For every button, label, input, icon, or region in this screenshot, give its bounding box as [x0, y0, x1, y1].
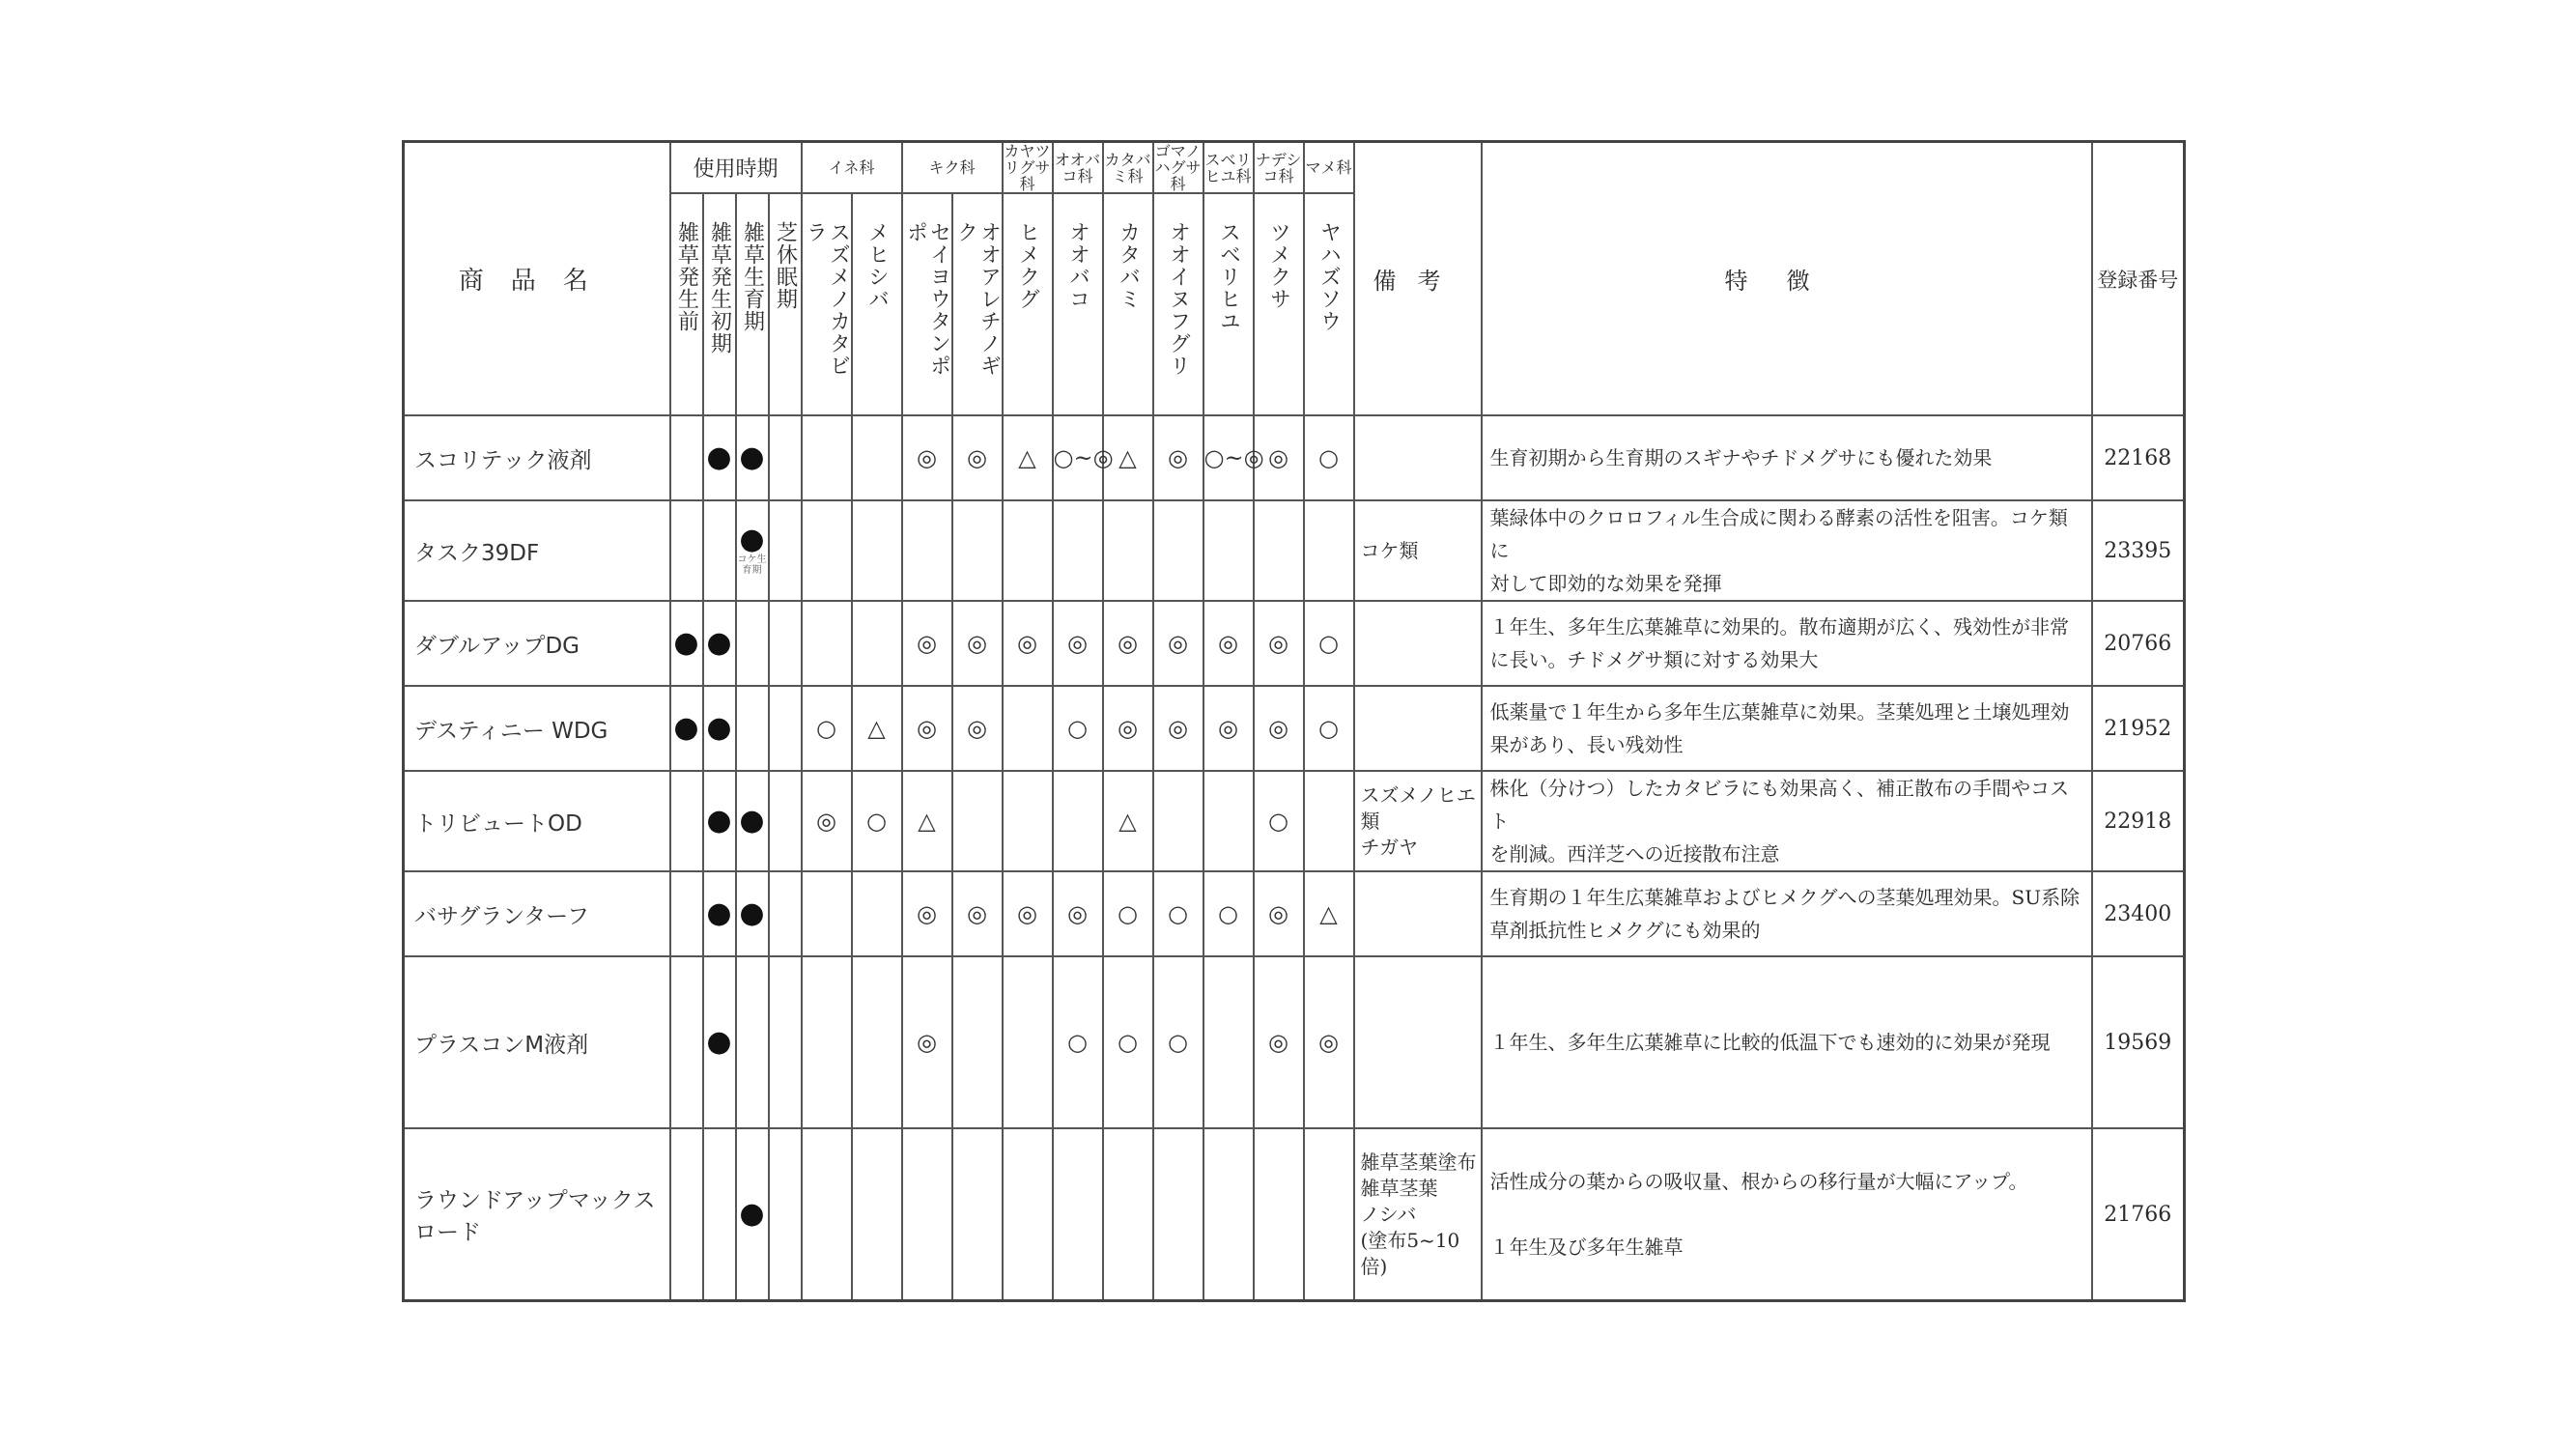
efficacy-cell	[952, 415, 1003, 500]
efficacy-cell	[1203, 871, 1254, 956]
header-weed-label: スズメノカタビラ	[803, 221, 851, 377]
period-cell	[736, 686, 769, 771]
header-weed	[1003, 193, 1053, 415]
header-weed-label: スベリヒユ	[1216, 221, 1241, 332]
efficacy-cell	[852, 771, 902, 871]
efficacy-mark: ◎	[816, 808, 836, 835]
remarks-cell	[1354, 956, 1482, 1128]
period-cell	[769, 771, 802, 871]
period-cell	[703, 1128, 736, 1301]
header-family: キク科	[902, 142, 1003, 194]
efficacy-mark: ○~◎	[1053, 444, 1114, 471]
features-cell: 低薬量で１年生から多年生広葉雑草に効果。茎葉処理と土壌処理効 果があり、長い残効性	[1482, 686, 2092, 771]
efficacy-cell	[1153, 500, 1203, 601]
reg-no-cell: 23400	[2092, 871, 2185, 956]
efficacy-cell	[802, 871, 852, 956]
efficacy-cell	[852, 500, 902, 601]
header-product-name: 商品名	[404, 142, 670, 416]
efficacy-mark: ◎	[1268, 900, 1288, 927]
header-period-label: 雑草発生初期	[707, 221, 732, 355]
efficacy-cell	[1053, 871, 1103, 956]
efficacy-cell	[1153, 871, 1203, 956]
table-row	[404, 601, 2185, 686]
efficacy-mark: ○	[1118, 1029, 1138, 1056]
period-cell	[670, 956, 703, 1128]
efficacy-mark: ◎	[1118, 630, 1138, 657]
product-name: タスク39DF	[404, 500, 670, 601]
efficacy-mark: ◎	[1017, 900, 1037, 927]
efficacy-cell	[1103, 771, 1153, 871]
efficacy-cell	[1254, 1128, 1304, 1301]
features-cell: 葉緑体中のクロロフィル生合成に関わる酵素の活性を阻害。コケ類に 対して即効的な効果を発揮	[1482, 500, 2092, 601]
efficacy-mark: ◎	[1118, 715, 1138, 742]
efficacy-cell	[1304, 686, 1354, 771]
period-cell	[736, 1128, 769, 1301]
efficacy-mark: ◎	[1067, 630, 1088, 657]
efficacy-cell	[1153, 686, 1203, 771]
efficacy-cell	[952, 871, 1003, 956]
header-weed	[902, 193, 952, 415]
efficacy-cell	[902, 771, 952, 871]
efficacy-cell	[902, 686, 952, 771]
remarks-cell	[1354, 871, 1482, 956]
efficacy-cell	[1254, 956, 1304, 1128]
period-cell	[670, 500, 703, 601]
efficacy-cell	[1304, 1128, 1354, 1301]
period-cell	[769, 500, 802, 601]
header-family: スベリヒユ科	[1203, 142, 1254, 194]
period-cell	[769, 415, 802, 500]
efficacy-cell	[802, 415, 852, 500]
efficacy-mark: ○	[1318, 715, 1339, 742]
efficacy-cell	[852, 686, 902, 771]
efficacy-cell	[1254, 500, 1304, 601]
efficacy-cell	[952, 956, 1003, 1128]
efficacy-cell	[902, 1128, 952, 1301]
header-period-label: 芝休眠期	[773, 221, 798, 310]
efficacy-cell	[1254, 686, 1304, 771]
efficacy-cell	[1003, 601, 1053, 686]
header-weed-label: オオアレチノギク	[953, 221, 1002, 377]
header-family: ゴマノハグサ科	[1154, 142, 1202, 193]
reg-no-cell: 19569	[2092, 956, 2185, 1128]
efficacy-mark: ◎	[1168, 630, 1188, 657]
reg-no-cell: 22918	[2092, 771, 2185, 871]
period-cell	[736, 500, 769, 601]
period-mark: ●	[706, 804, 732, 838]
efficacy-mark: △	[867, 715, 886, 742]
efficacy-cell	[1003, 686, 1053, 771]
product-name: バサグランターフ	[404, 871, 670, 956]
period-cell	[736, 771, 769, 871]
period-cell	[670, 1128, 703, 1301]
efficacy-mark: △	[1118, 444, 1137, 471]
reg-no-cell: 23395	[2092, 500, 2185, 601]
header-weed-label: ヒメクグ	[1015, 221, 1040, 310]
efficacy-mark: ◎	[917, 630, 937, 657]
header-weed-label: オオバコ	[1065, 221, 1090, 310]
period-cell	[670, 601, 703, 686]
efficacy-cell	[1254, 871, 1304, 956]
header-period-label: 雑草発生前	[674, 221, 699, 332]
header-period-label: 雑草生育期	[740, 221, 765, 332]
efficacy-mark: △	[918, 808, 936, 835]
product-name: プラスコンM液剤	[404, 956, 670, 1128]
efficacy-cell	[852, 956, 902, 1128]
period-mark: ●	[739, 523, 765, 556]
period-cell	[736, 871, 769, 956]
product-name: トリビュートOD	[404, 771, 670, 871]
features-cell: 活性成分の葉からの吸収量、根からの移行量が大幅にアップ。 １年生及び多年生雑草	[1482, 1128, 2092, 1301]
header-period	[703, 193, 736, 415]
efficacy-mark: ◎	[967, 630, 987, 657]
period-mark: ●	[706, 440, 732, 474]
features-cell: １年生、多年生広葉雑草に効果的。散布適期が広く、残効性が非常 に長い。チドメグサ類に対する効果大	[1482, 601, 2092, 686]
efficacy-cell	[1053, 1128, 1103, 1301]
efficacy-cell	[802, 601, 852, 686]
efficacy-cell	[1304, 500, 1354, 601]
efficacy-cell	[1103, 1128, 1153, 1301]
table-row	[404, 771, 2185, 871]
efficacy-cell	[1203, 956, 1254, 1128]
remarks-cell: コケ類	[1354, 500, 1482, 601]
period-cell	[736, 956, 769, 1128]
features-cell: 株化（分けつ）したカタビラにも効果高く、補正散布の手間やコスト を削減。西洋芝への近接散布注意	[1482, 771, 2092, 871]
efficacy-mark: ◎	[1218, 715, 1238, 742]
header-weed	[1153, 193, 1203, 415]
efficacy-mark: ◎	[917, 900, 937, 927]
efficacy-cell	[1103, 686, 1153, 771]
efficacy-cell	[1254, 771, 1304, 871]
efficacy-cell	[802, 956, 852, 1128]
period-cell	[769, 686, 802, 771]
efficacy-cell	[1003, 500, 1053, 601]
efficacy-mark: ○	[1067, 1029, 1088, 1056]
header-weed-label: ツメクサ	[1266, 221, 1291, 310]
efficacy-cell	[852, 1128, 902, 1301]
header-family: カタバミ科	[1103, 142, 1153, 194]
efficacy-cell	[1203, 686, 1254, 771]
period-mark: ●	[706, 626, 732, 660]
efficacy-cell	[902, 500, 952, 601]
efficacy-cell	[1103, 871, 1153, 956]
header-weed-label: ヤハズソウ	[1316, 221, 1342, 332]
period-mark: ●	[706, 896, 732, 930]
efficacy-mark: ◎	[1218, 630, 1238, 657]
header-period	[670, 193, 703, 415]
efficacy-cell	[952, 771, 1003, 871]
header-family: カヤツリグサ科	[1004, 142, 1051, 193]
period-cell	[670, 686, 703, 771]
efficacy-mark: ◎	[967, 900, 987, 927]
header-weed-label: メヒシバ	[864, 221, 890, 310]
efficacy-mark: ◎	[917, 715, 937, 742]
efficacy-mark: ◎	[1017, 630, 1037, 657]
period-mark: ●	[706, 1025, 732, 1059]
period-cell	[703, 415, 736, 500]
efficacy-cell	[1203, 601, 1254, 686]
efficacy-cell	[1003, 956, 1053, 1128]
efficacy-cell	[802, 500, 852, 601]
efficacy-cell	[1153, 956, 1203, 1128]
table-row	[404, 500, 2185, 601]
efficacy-mark: ○	[816, 715, 836, 742]
efficacy-cell	[902, 601, 952, 686]
header-period	[736, 193, 769, 415]
header-family: マメ科	[1304, 142, 1354, 194]
efficacy-mark: ◎	[1168, 715, 1188, 742]
efficacy-cell	[902, 956, 952, 1128]
efficacy-mark: ○	[1067, 715, 1088, 742]
period-cell	[703, 956, 736, 1128]
efficacy-cell	[952, 1128, 1003, 1301]
efficacy-mark: ○	[1218, 900, 1238, 927]
features-cell: 生育期の１年生広葉雑草およびヒメクグへの茎葉処理効果。SU系除 草剤抵抗性ヒメクグにも効果的	[1482, 871, 2092, 956]
period-cell	[769, 871, 802, 956]
efficacy-cell	[802, 686, 852, 771]
efficacy-mark: ○	[1118, 900, 1138, 927]
period-cell	[703, 771, 736, 871]
product-name: ラウンドアップマックスロード	[404, 1128, 670, 1301]
efficacy-cell	[1053, 500, 1103, 601]
efficacy-cell	[1003, 871, 1053, 956]
table-row	[404, 871, 2185, 956]
reg-no-cell: 22168	[2092, 415, 2185, 500]
period-cell	[736, 601, 769, 686]
efficacy-mark: △	[1018, 444, 1036, 471]
efficacy-mark: ○~◎	[1203, 444, 1264, 471]
efficacy-cell	[852, 601, 902, 686]
reg-no-cell: 20766	[2092, 601, 2185, 686]
efficacy-cell	[1103, 601, 1153, 686]
features-cell: １年生、多年生広葉雑草に比較的低温下でも速効的に効果が発現	[1482, 956, 2092, 1128]
period-mark: ●	[739, 1197, 765, 1231]
remarks-cell: スズメノヒエ類 チガヤ	[1354, 771, 1482, 871]
efficacy-cell	[1103, 500, 1153, 601]
product-name: デスティニー WDG	[404, 686, 670, 771]
efficacy-cell	[1203, 1128, 1254, 1301]
header-weed	[1304, 193, 1354, 415]
period-mark: ●	[739, 804, 765, 838]
efficacy-cell	[1153, 1128, 1203, 1301]
efficacy-mark: ◎	[1168, 444, 1188, 471]
period-cell	[736, 415, 769, 500]
table-row	[404, 956, 2185, 1128]
period-cell	[703, 686, 736, 771]
period-cell	[670, 771, 703, 871]
efficacy-mark: ◎	[967, 715, 987, 742]
reg-no-cell: 21766	[2092, 1128, 2185, 1301]
efficacy-cell	[1053, 686, 1103, 771]
header-family: オオバコ科	[1053, 142, 1103, 194]
efficacy-cell	[1203, 415, 1264, 500]
efficacy-mark: ◎	[1067, 900, 1088, 927]
efficacy-cell	[1053, 415, 1114, 500]
period-mark: ●	[706, 711, 732, 745]
efficacy-cell	[802, 1128, 852, 1301]
period-cell	[703, 601, 736, 686]
header-usage-period: 使用時期	[670, 142, 802, 194]
efficacy-cell	[952, 500, 1003, 601]
efficacy-mark: ◎	[1268, 715, 1288, 742]
efficacy-mark: ○	[1318, 630, 1339, 657]
header-family: ナデシコ科	[1254, 142, 1304, 194]
product-name: スコリテック液剤	[404, 415, 670, 500]
efficacy-cell	[1053, 601, 1103, 686]
period-cell	[769, 1128, 802, 1301]
period-mark: ●	[739, 440, 765, 474]
table-row	[404, 415, 2185, 500]
header-features: 特徴	[1482, 142, 2092, 416]
period-cell	[703, 871, 736, 956]
header-weed	[1203, 193, 1254, 415]
efficacy-cell	[802, 771, 852, 871]
features-cell: 生育初期から生育期のスギナやチドメグサにも優れた効果	[1482, 415, 2092, 500]
header-weed-label: カタバミ	[1116, 221, 1141, 310]
header-weed	[952, 193, 1003, 415]
herbicide-table	[402, 140, 2186, 1302]
header-remarks: 備考	[1354, 142, 1482, 416]
efficacy-cell	[1304, 415, 1354, 500]
period-cell	[769, 956, 802, 1128]
efficacy-cell	[952, 686, 1003, 771]
efficacy-cell	[1153, 601, 1203, 686]
period-mark: ●	[673, 626, 699, 660]
period-cell	[703, 500, 736, 601]
efficacy-cell	[1053, 771, 1103, 871]
efficacy-mark: ○	[866, 808, 887, 835]
efficacy-mark: ○	[1268, 808, 1288, 835]
efficacy-mark: ◎	[917, 1029, 937, 1056]
efficacy-mark: ○	[1168, 1029, 1188, 1056]
efficacy-cell	[1003, 771, 1053, 871]
header-period	[769, 193, 802, 415]
efficacy-cell	[1103, 956, 1153, 1128]
efficacy-mark: ◎	[967, 444, 987, 471]
efficacy-cell	[1203, 771, 1254, 871]
efficacy-cell	[1304, 601, 1354, 686]
efficacy-cell	[1153, 415, 1203, 500]
efficacy-mark: ◎	[1318, 1029, 1339, 1056]
header-family: イネ科	[802, 142, 902, 194]
efficacy-cell	[1304, 771, 1354, 871]
header-weed-label: オオイヌフグリ	[1166, 221, 1191, 377]
period-mark: ●	[739, 896, 765, 930]
remarks-cell	[1354, 686, 1482, 771]
efficacy-cell	[1254, 601, 1304, 686]
period-cell	[670, 415, 703, 500]
efficacy-cell	[852, 415, 902, 500]
efficacy-mark: △	[1319, 900, 1338, 927]
table-row	[404, 1128, 2185, 1301]
header-weed	[1103, 193, 1153, 415]
efficacy-cell	[1304, 871, 1354, 956]
header-weed	[1053, 193, 1103, 415]
period-cell	[670, 871, 703, 956]
period-note: コケ生育期	[737, 554, 767, 576]
efficacy-cell	[1003, 415, 1053, 500]
header-reg-no: 登録番号	[2092, 142, 2185, 416]
efficacy-mark: ◎	[1268, 444, 1288, 471]
table-row	[404, 686, 2185, 771]
efficacy-mark: △	[1118, 808, 1137, 835]
efficacy-cell	[1203, 500, 1254, 601]
efficacy-cell	[1304, 956, 1354, 1128]
remarks-cell: 雑草茎葉塗布 雑草茎葉 ノシバ (塗布5~10倍)	[1354, 1128, 1482, 1301]
header-weed	[1254, 193, 1304, 415]
efficacy-mark: ◎	[1268, 1029, 1288, 1056]
product-name: ダブルアップDG	[404, 601, 670, 686]
remarks-cell	[1354, 415, 1482, 500]
efficacy-cell	[852, 871, 902, 956]
efficacy-mark: ○	[1318, 444, 1339, 471]
header-weed-label: セイヨウタンポポ	[903, 221, 951, 377]
efficacy-mark: ○	[1168, 900, 1188, 927]
header-weed	[852, 193, 902, 415]
period-mark: ●	[673, 711, 699, 745]
efficacy-cell	[902, 871, 952, 956]
remarks-cell	[1354, 601, 1482, 686]
efficacy-mark: ◎	[1268, 630, 1288, 657]
reg-no-cell: 21952	[2092, 686, 2185, 771]
efficacy-cell	[952, 601, 1003, 686]
efficacy-mark: ◎	[917, 444, 937, 471]
efficacy-cell	[1053, 956, 1103, 1128]
efficacy-cell	[1003, 1128, 1053, 1301]
header-weed	[802, 193, 852, 415]
efficacy-cell	[1153, 771, 1203, 871]
efficacy-cell	[902, 415, 952, 500]
period-cell	[769, 601, 802, 686]
